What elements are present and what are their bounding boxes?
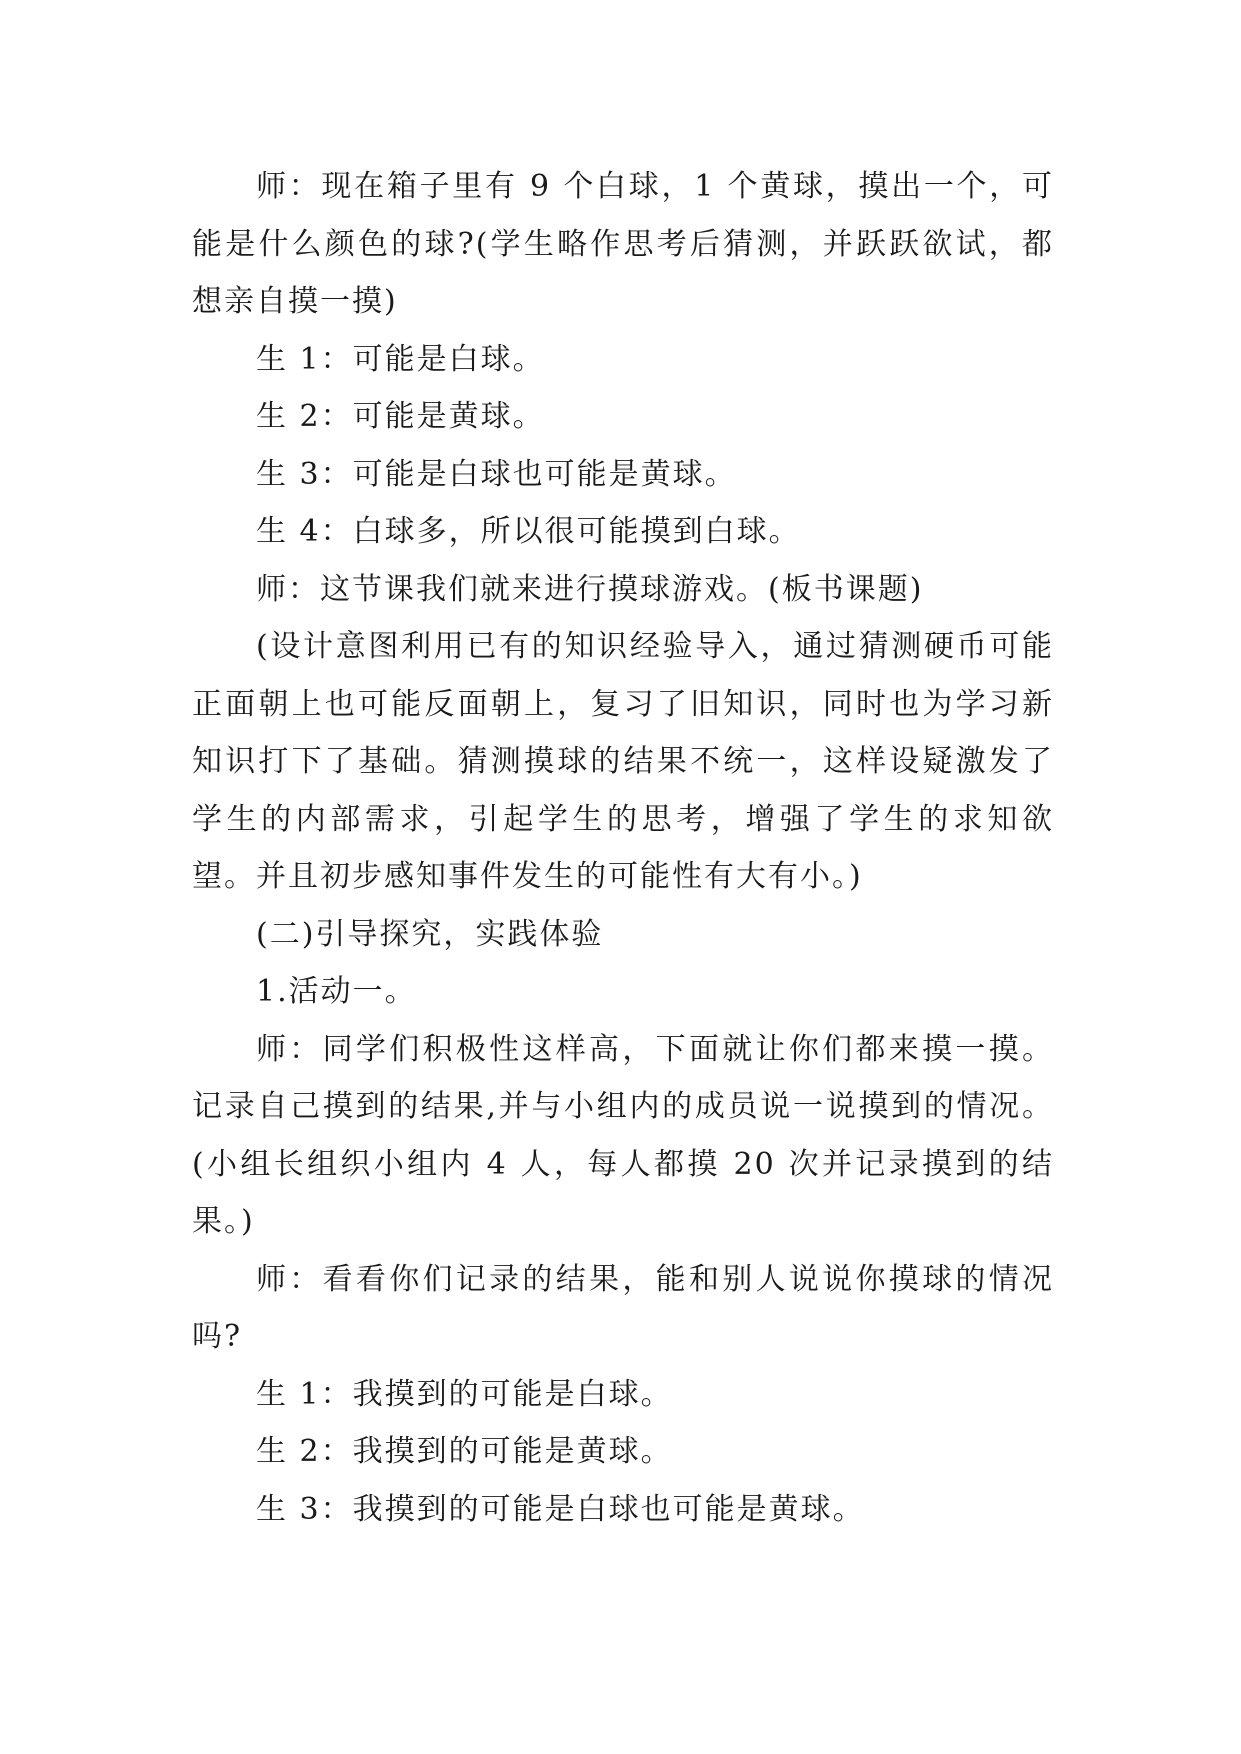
document-body bbox=[192, 158, 1054, 1538]
paragraph-student-3-result: 生 3：我摸到的可能是白球也可能是黄球。 bbox=[256, 1491, 865, 1527]
paragraph-student-2-result: 生 2：我摸到的可能是黄球。 bbox=[256, 1434, 673, 1469]
paragraph-teacher-instruction: 师：同学们积极性这样高，下面就让你们都来摸一摸。记录自己摸到的结果,并与小组内的成员说一说摸到的情况。(小组长组织小组内 4 人，每人都摸 20 次并记录摸到的结果。) bbox=[192, 1031, 1054, 1239]
paragraph-student-1-result: 生 1：我摸到的可能是白球。 bbox=[256, 1376, 673, 1412]
paragraph-design-intent: (设计意图利用已有的知识经验导入，通过猜测硬币可能正面朝上也可能反面朝上，复习了旧知识，同时也为学习新知识打下了基础。猜测摸球的结果不统一，这样设疑激发了学生的内部需求，引起学生的思考，增强了学生的求知欲望。并且初步感知事件发生的可能性有大有小。) bbox=[192, 629, 1054, 894]
paragraph-student-3-answer: 生 3：可能是白球也可能是黄球。 bbox=[256, 456, 737, 492]
paragraph-teacher-followup: 师：看看你们记录的结果，能和别人说说你摸球的情况吗? bbox=[192, 1261, 1054, 1354]
activity-heading: 1.活动一。 bbox=[256, 974, 417, 1009]
paragraph-teacher-question: 师：现在箱子里有 9 个白球，1 个黄球，摸出一个，可能是什么颜色的球?(学生略作思考后猜测，并跃跃欲试，都想亲自摸一摸) bbox=[192, 169, 1054, 319]
section-heading: (二)引导探究，实践体验 bbox=[256, 916, 604, 952]
paragraph-teacher-intro: 师：这节课我们就来进行摸球游戏。(板书课题) bbox=[256, 571, 924, 607]
paragraph-student-2-answer: 生 2：可能是黄球。 bbox=[256, 399, 545, 434]
paragraph-student-1-answer: 生 1：可能是白球。 bbox=[256, 341, 545, 377]
paragraph-student-4-answer: 生 4：白球多，所以很可能摸到白球。 bbox=[256, 514, 801, 549]
